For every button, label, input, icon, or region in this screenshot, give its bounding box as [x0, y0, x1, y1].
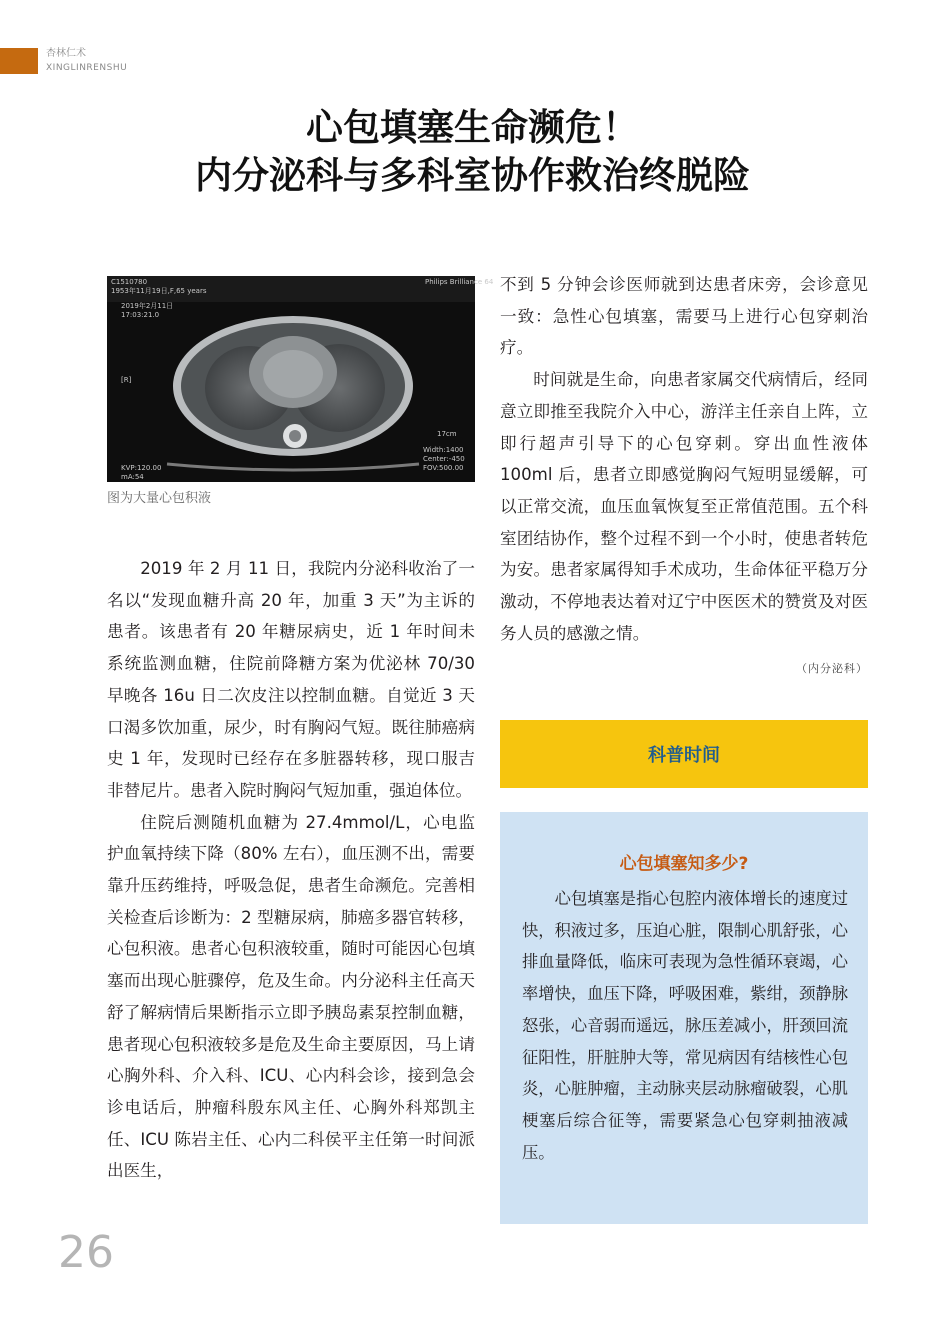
article-title-line2: 内分泌科与多科室协作救治终脱险: [195, 153, 750, 197]
body-paragraph: 不到 5 分钟会诊医师就到达患者床旁，会诊意见一致：急性心包填塞，需要马上进行心包穿刺治疗。: [500, 275, 868, 358]
body-paragraph: 2019 年 2 月 11 日，我院内分泌科收治了一名以“发现血糖升高 20 年，加重 3 天”为主诉的患者。该患者有 20 年糖尿病史，近 1 年时间未系统监测血糖，住院前降糖方案为优泌林 70/30 早晚各 16u 日二次皮注以控制血糖。自觉近 3 天口渴多饮加重，尿少，时有胸闷气短。既往肺癌病史 1 年，发现时已经存在多脏器转移，现口服吉非替尼片。患者入院时胸闷气短加重，强迫体位。: [107, 559, 475, 800]
image-caption: 图为大量心包积液: [107, 491, 212, 506]
section-name-en: XINGLINRENSHU: [46, 63, 128, 73]
ct-id: C1510780: [111, 278, 148, 286]
body-paragraph: 时间就是生命，向患者家属交代病情后，经同意立即推至我院介入中心，游洋主任亲自上阵，立即行超声引导下的心包穿刺。穿出血性液体 100ml 后，患者立即感觉胸闷气短明显缓解，可以正常交流，血压血氧恢复至正常值范围。五个科室团结协作，整个过程不到一个小时，使患者转危为安。患者家属得知手术成功，生命体征平稳万分激动，不停地表达着对辽宁中医医术的赞赏及对医务人员的感激之情。: [500, 370, 868, 643]
ct-left-marker: [R]: [121, 376, 132, 384]
ct-center: Center:-450: [423, 455, 465, 463]
header-accent-bar: [0, 48, 38, 74]
ct-patient: 1953年11月19日,F,65 years: [111, 287, 207, 295]
science-banner-label: 科普时间: [648, 745, 720, 766]
ct-scale: 17cm: [437, 430, 457, 438]
right-column: [500, 269, 868, 649]
section-name: 杏林仁术: [46, 48, 86, 59]
ct-width: Width:1400: [423, 446, 464, 454]
ct-brand: Philips Brilliance 64: [425, 278, 494, 286]
page-number: 26: [58, 1227, 114, 1278]
science-text: 心包填塞是指心包腔内液体增长的速度过快，积液过多，压迫心脏，限制心肌舒张，心排血量降低，临床可表现为急性循环衰竭，心率增快，血压下降，呼吸困难，紫绀，颈静脉怒张，心音弱而遥远，脉压差减小，肝颈回流征阳性，肝脏肿大等，常见病因有结核性心包炎，心脏肿瘤，主动脉夹层动脉瘤破裂，心肌梗塞后综合征等，需要紧急心包穿刺抽液减压。: [522, 889, 848, 1162]
ct-time: 17:03:21.0: [121, 311, 160, 319]
science-heading: 心包填塞知多少?: [619, 854, 749, 874]
author-signature: （内分泌科）: [796, 662, 868, 675]
body-paragraph: 住院后测随机血糖为 27.4mmol/L，心电监护血氧持续下降（80% 左右），血压测不出，需要靠升压药维持，呼吸急促，患者生命濒危。完善相关检查后诊断为：2 型糖尿病，肺癌多器官转移，心包积液。患者心包积液较重，随时可能因心包填塞而出现心脏骤停，危及生命。内分泌科主任高天舒了解病情后果断指示立即予胰岛素泵控制血糖，患者现心包积液较多是危及生命主要原因，马上请心胸外科、介入科、ICU、心内科会诊，接到急会诊电话后，肿瘤科殷东风主任、心胸外科郑凯主任、ICU 陈岩主任、心内二科侯平主任第一时间派出医生，: [107, 812, 475, 1181]
ct-date: 2019年2月11日: [121, 302, 174, 310]
left-column: [107, 553, 475, 1187]
ct-scan-image: [107, 276, 494, 482]
ct-kvp: KVP:120.00: [121, 464, 162, 472]
ct-ma: mA:54: [121, 473, 144, 481]
science-banner: [500, 720, 868, 788]
ct-fov: FOV:500.00: [423, 464, 464, 472]
article-title-line1: 心包填塞生命濒危！: [306, 105, 639, 149]
